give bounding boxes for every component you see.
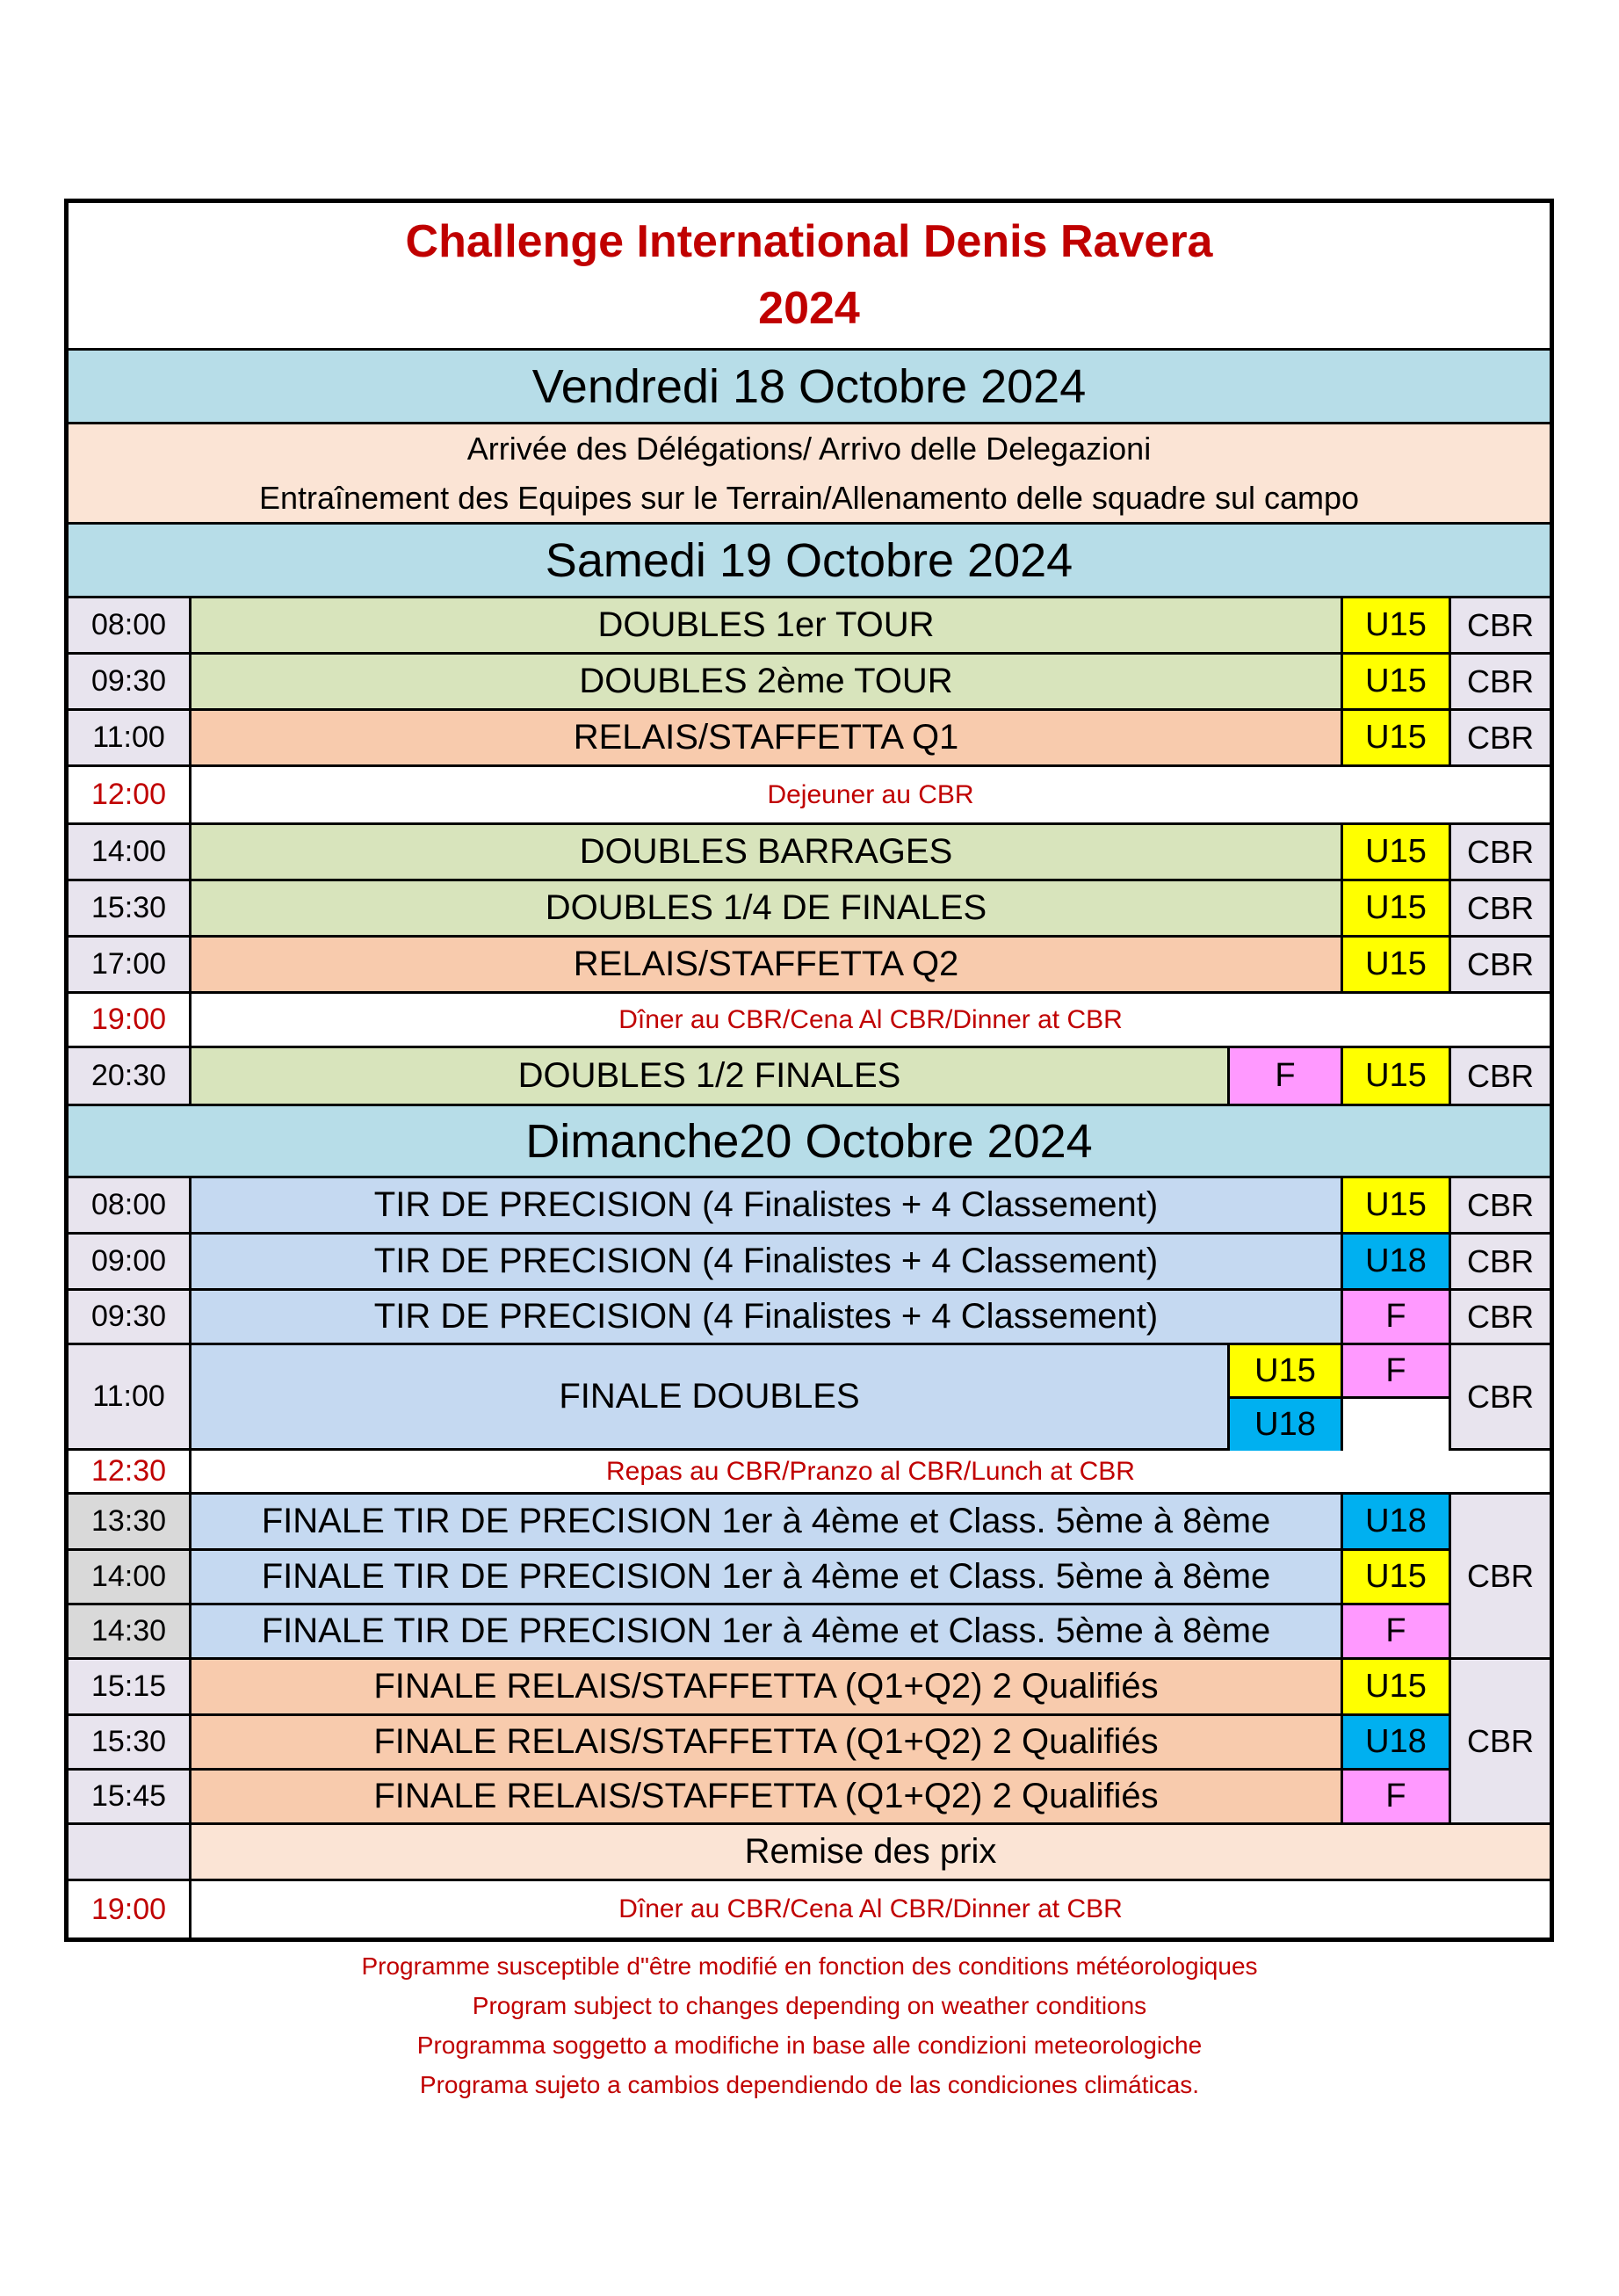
table-row xyxy=(69,1291,1550,1345)
time-cell: 14:30 xyxy=(69,1605,192,1657)
arrival-text: Arrivée des Délégations/ Arrivo delle Delegazioni xyxy=(466,430,1152,467)
place-cell: CBR xyxy=(1451,711,1550,764)
table-row xyxy=(69,1048,1550,1106)
category-badge: U18 xyxy=(1343,1716,1451,1768)
friday-info xyxy=(69,424,1550,525)
category-badge: U18 xyxy=(1230,1399,1341,1451)
category-badge: U15 xyxy=(1343,1178,1451,1232)
saturday-header xyxy=(69,525,1550,598)
time-cell: 13:30 xyxy=(69,1495,192,1548)
meal-row xyxy=(69,767,1550,825)
table-row xyxy=(69,825,1550,881)
event-cell: DOUBLES 1er TOUR xyxy=(192,598,1343,652)
time-cell: 12:00 xyxy=(69,767,192,822)
category-badge: U15 xyxy=(1343,825,1451,879)
time-cell: 09:30 xyxy=(69,1291,192,1343)
meal-cell: Dejeuner au CBR xyxy=(192,767,1550,822)
day-title: Dimanche20 Octobre 2024 xyxy=(69,1106,1550,1176)
disclaimer-en: Program subject to changes depending on weather conditions xyxy=(472,1992,1147,2019)
table-row xyxy=(69,1771,1550,1825)
training-text: Entraînement des Equipes sur le Terrain/Allenamento delle squadre sul campo xyxy=(258,479,1360,516)
table-row xyxy=(69,938,1550,994)
program-table xyxy=(64,199,1554,1942)
time-cell: 11:00 xyxy=(69,711,192,764)
meal-row xyxy=(69,994,1550,1048)
day-title: Vendredi 18 Octobre 2024 xyxy=(69,351,1550,422)
event-cell: Remise des prix xyxy=(192,1825,1550,1879)
place-cell: CBR xyxy=(1451,881,1550,935)
table-row xyxy=(69,881,1550,938)
time-cell: 15:30 xyxy=(69,1716,192,1768)
meal-cell: Dîner au CBR/Cena Al CBR/Dinner at CBR xyxy=(192,1881,1550,1937)
disclaimer xyxy=(0,1946,1619,2104)
time-cell: 11:00 xyxy=(69,1345,192,1448)
table-row xyxy=(69,1551,1550,1605)
info-cell xyxy=(69,424,1550,522)
disclaimer-it: Programma soggetto a modifiche in base alle condizioni meteorologiche xyxy=(416,2032,1203,2059)
time-cell: 20:30 xyxy=(69,1048,192,1104)
place-cell: CBR xyxy=(1451,1235,1550,1288)
category-badge: U18 xyxy=(1343,1495,1451,1548)
time-cell: 19:00 xyxy=(69,1881,192,1937)
event-cell: FINALE DOUBLES xyxy=(192,1345,1230,1448)
event-year: 2024 xyxy=(758,283,860,334)
table-row xyxy=(69,1178,1550,1235)
place-cell: CBR xyxy=(1451,1048,1550,1104)
meal-row xyxy=(69,1881,1550,1937)
time-cell: 19:00 xyxy=(69,994,192,1046)
event-title: Challenge International Denis Ravera xyxy=(405,216,1213,267)
place-cell: CBR xyxy=(1451,1178,1550,1232)
friday-header xyxy=(69,351,1550,424)
event-cell: DOUBLES 1/2 FINALES xyxy=(192,1048,1230,1104)
category-badge: U15 xyxy=(1343,1048,1451,1104)
event-cell: FINALE RELAIS/STAFFETTA (Q1+Q2) 2 Qualifiés xyxy=(192,1771,1343,1822)
disclaimer-es: Programa sujeto a cambios dependiendo de las condiciones climáticas. xyxy=(419,2071,1200,2098)
event-cell: DOUBLES BARRAGES xyxy=(192,825,1343,879)
schedule-grid xyxy=(69,351,1550,1937)
category-badge: F xyxy=(1343,1771,1451,1822)
meal-row xyxy=(69,1451,1550,1495)
meal-cell: Repas au CBR/Pranzo al CBR/Lunch at CBR xyxy=(192,1451,1550,1492)
event-cell: FINALE RELAIS/STAFFETTA (Q1+Q2) 2 Qualifiés xyxy=(192,1660,1343,1713)
event-cell: FINALE TIR DE PRECISION 1er à 4ème et Class. 5ème à 8ème xyxy=(192,1495,1343,1548)
time-cell: 12:30 xyxy=(69,1451,192,1492)
meal-cell: Dîner au CBR/Cena Al CBR/Dinner at CBR xyxy=(192,994,1550,1046)
table-row xyxy=(69,711,1550,767)
category-badge: F xyxy=(1343,1345,1449,1399)
table-row xyxy=(69,1716,1550,1771)
place-cell: CBR xyxy=(1451,1495,1550,1660)
category-badge: U15 xyxy=(1343,938,1451,991)
category-badge: U15 xyxy=(1343,1551,1451,1603)
time-cell: 09:00 xyxy=(69,1235,192,1288)
event-cell: TIR DE PRECISION (4 Finalistes + 4 Classement) xyxy=(192,1178,1343,1232)
event-cell: FINALE TIR DE PRECISION 1er à 4ème et Class. 5ème à 8ème xyxy=(192,1551,1343,1603)
category-badge: U15 xyxy=(1343,598,1451,652)
event-cell: TIR DE PRECISION (4 Finalistes + 4 Classement) xyxy=(192,1291,1343,1343)
event-cell: FINALE RELAIS/STAFFETTA (Q1+Q2) 2 Qualifiés xyxy=(192,1716,1343,1768)
place-cell: CBR xyxy=(1451,1291,1550,1343)
category-badge: U15 xyxy=(1343,655,1451,708)
table-row xyxy=(69,1345,1550,1451)
time-cell xyxy=(69,1825,192,1879)
table-row xyxy=(69,598,1550,655)
category-badge: F xyxy=(1343,1605,1451,1657)
time-cell: 15:15 xyxy=(69,1660,192,1713)
time-cell: 08:00 xyxy=(69,598,192,652)
event-cell: RELAIS/STAFFETTA Q2 xyxy=(192,938,1343,991)
category-badge: U15 xyxy=(1343,1660,1451,1713)
table-row xyxy=(69,1660,1550,1716)
time-cell: 14:00 xyxy=(69,825,192,879)
table-row xyxy=(69,1605,1550,1660)
time-cell: 09:30 xyxy=(69,655,192,708)
time-cell: 17:00 xyxy=(69,938,192,991)
event-cell: RELAIS/STAFFETTA Q1 xyxy=(192,711,1343,764)
category-badge: U15 xyxy=(1343,711,1451,764)
category-stack xyxy=(1343,1345,1451,1448)
event-cell: FINALE TIR DE PRECISION 1er à 4ème et Class. 5ème à 8ème xyxy=(192,1605,1343,1657)
disclaimer-fr: Programme susceptible d"être modifié en fonction des conditions météorologiques xyxy=(361,1952,1258,1980)
place-cell: CBR xyxy=(1451,1660,1550,1825)
time-cell: 14:00 xyxy=(69,1551,192,1603)
event-cell: TIR DE PRECISION (4 Finalistes + 4 Classement) xyxy=(192,1235,1343,1288)
time-cell: 08:00 xyxy=(69,1178,192,1232)
category-badge: U15 xyxy=(1343,881,1451,935)
place-cell: CBR xyxy=(1451,598,1550,652)
place-cell: CBR xyxy=(1451,825,1550,879)
time-cell: 15:45 xyxy=(69,1771,192,1822)
table-row xyxy=(69,655,1550,711)
title-cell xyxy=(69,203,1550,351)
category-badge: U15 xyxy=(1230,1345,1341,1399)
table-row xyxy=(69,1495,1550,1551)
empty-cell xyxy=(1343,1399,1449,1451)
place-cell: CBR xyxy=(1451,655,1550,708)
sunday-header xyxy=(69,1106,1550,1178)
category-badge: F xyxy=(1343,1291,1451,1343)
event-cell: DOUBLES 1/4 DE FINALES xyxy=(192,881,1343,935)
event-cell: DOUBLES 2ème TOUR xyxy=(192,655,1343,708)
place-cell: CBR xyxy=(1451,1345,1550,1448)
place-cell: CBR xyxy=(1451,938,1550,991)
category-badge: F xyxy=(1230,1048,1343,1104)
category-badge: U18 xyxy=(1343,1235,1451,1288)
table-row xyxy=(69,1235,1550,1291)
table-row xyxy=(69,1825,1550,1881)
day-title: Samedi 19 Octobre 2024 xyxy=(69,525,1550,596)
category-stack xyxy=(1230,1345,1343,1448)
time-cell: 15:30 xyxy=(69,881,192,935)
